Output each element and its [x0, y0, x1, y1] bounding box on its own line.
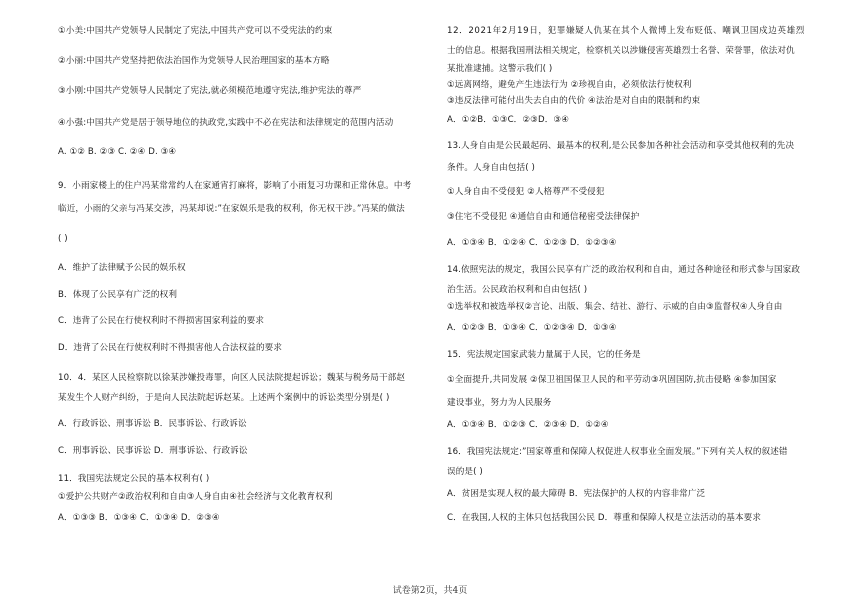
q13-stem-line-1: 13.人身自由是公民最起码、最基本的权利,是公民参加各种社会活动和享受其他权利的先决 — [447, 141, 795, 151]
q15-options-line-1: ①全面提升,共同发展 ②保卫祖国保卫人民的和平劳动③巩固国防,抗击侵略 ④参加国家 — [447, 375, 777, 385]
q15-stem: 15．宪法规定国家武装力量属于人民，它的任务是 — [447, 350, 641, 360]
q8-option-4: ④小强:中国共产党是居于领导地位的执政党,实践中不必在宪法和法律规定的范围内活动 — [58, 118, 394, 128]
page-footer: 试卷第2页，共4页 — [392, 586, 468, 596]
q13-options-34: ③住宅不受侵犯 ④通信自由和通信秘密受法律保护 — [447, 212, 640, 222]
q8-option-3: ③小刚:中国共产党领导人民制定了宪法,就必须模范地遵守宪法,维护宪法的尊严 — [58, 86, 362, 96]
q11-choices: A．①③③ B．①③④ C．①③④ D．②③④ — [58, 513, 220, 523]
q13-stem-line-2: 条件。人身自由包括( ) — [447, 163, 535, 173]
q16-choices-cd: C．在我国,人权的主体只包括我国公民 D．尊重和保障人权是立法活动的基本要求 — [447, 513, 762, 523]
q11-stem: 11．我国宪法规定公民的基本权利有( ) — [58, 474, 210, 484]
q10-choices-cd: C．刑事诉讼、民事诉讼 D．刑事诉讼、行政诉讼 — [58, 446, 248, 456]
q16-stem-line-1: 16．我国宪法规定:”国家尊重和保障人权促进人权事业全面发展。”下列有关人权的叙述错 — [447, 447, 788, 457]
q12-stem-line-1: 12．2021年2月19日，犯罪嫌疑人仇某在其个人微博上发布贬低、嘲讽卫国戍边英雄烈 — [447, 26, 806, 36]
q16-stem-line-2: 误的是( ) — [447, 467, 483, 477]
q14-options: ①选举权和被选举权②言论、出版、集会、结社、游行、示威的自由③监督权④人身自由 — [447, 302, 783, 312]
q13-options-12: ①人身自由不受侵犯 ②人格尊严不受侵犯 — [447, 187, 605, 197]
q14-choices: A．①②③ B．①③④ C．①②③④ D．①③④ — [447, 323, 617, 333]
q9-choice-b: B．体现了公民享有广泛的权利 — [58, 290, 178, 300]
q13-choices: A．①③④ B．①②④ C．①②③ D．①②③④ — [447, 238, 617, 248]
q12-options-34: ③违反法律可能付出失去自由的代价 ④法治是对自由的限制和约束 — [447, 96, 701, 106]
q8-option-2: ②小丽:中国共产党坚持把依法治国作为党领导人民治理国家的基本方略 — [58, 56, 330, 66]
q14-stem-line-1: 14.依照宪法的规定，我国公民享有广泛的政治权利和自由，通过各种途径和形式参与国家政 — [447, 265, 801, 275]
q12-stem-line-2: 士的信息。根据我国刑法相关规定，检察机关以涉嫌侵害英雄烈士名誉、荣誉罪，依法对仇 — [447, 46, 795, 56]
q9-choice-d: D．违背了公民在行使权利时不得损害他人合法权益的要求 — [58, 343, 283, 353]
q9-stem-line-3: ( ) — [58, 234, 68, 244]
q10-stem-line-2: 某发生个人财产纠纷，于是向人民法院起诉赵某。上述两个案例中的诉讼类型分别是( ) — [58, 393, 390, 403]
q9-stem-line-2: 临近，小雨的父亲与冯某交涉，冯某却说:”在家娱乐是我的权利，你无权干涉。”冯某的做法 — [58, 204, 405, 214]
q15-choices: A．①③④ B．①②③ C．②③④ D．①②④ — [447, 420, 609, 430]
q11-options: ①爱护公共财产②政治权利和自由③人身自由④社会经济与文化教育权利 — [58, 492, 333, 502]
q12-choices: A．①②B．①③C．②③D．③④ — [447, 115, 570, 125]
q9-choice-c: C．违背了公民在行使权利时不得损害国家利益的要求 — [58, 316, 265, 326]
q15-options-line-2: 建设事业，努力为人民服务 — [447, 398, 552, 408]
q9-choice-a: A．维护了法律赋予公民的娱乐权 — [58, 263, 186, 273]
q12-stem-line-3: 某批准逮捕。这警示我们( ) — [447, 64, 553, 74]
q14-stem-line-2: 治生活。公民政治权利和自由包括( ) — [447, 285, 588, 295]
q8-option-1: ①小美:中国共产党领导人民制定了宪法,中国共产党可以不受宪法的约束 — [58, 26, 333, 36]
q10-choices-ab: A．行政诉讼、刑事诉讼 B．民事诉讼、行政诉讼 — [58, 419, 247, 429]
q9-stem-line-1: 9．小雨家楼上的住户冯某常常约人在家通宵打麻将，影响了小雨复习功课和正常休息。中考 — [58, 181, 412, 191]
q12-options-12: ①远离网络，避免产生违法行为 ②珍视自由，必须依法行使权利 — [447, 80, 692, 90]
q16-choices-ab: A．贫困是实现人权的最大障碍 B．宪法保护的人权的内容非常广泛 — [447, 489, 706, 499]
q8-choices: A. ①② B. ②③ C. ②④ D. ③④ — [58, 147, 177, 157]
q10-stem-line-1: 10．4．某区人民检察院以徐某涉嫌投毒罪，向区人民法院提起诉讼；魏某与税务局干部赵 — [58, 373, 406, 383]
